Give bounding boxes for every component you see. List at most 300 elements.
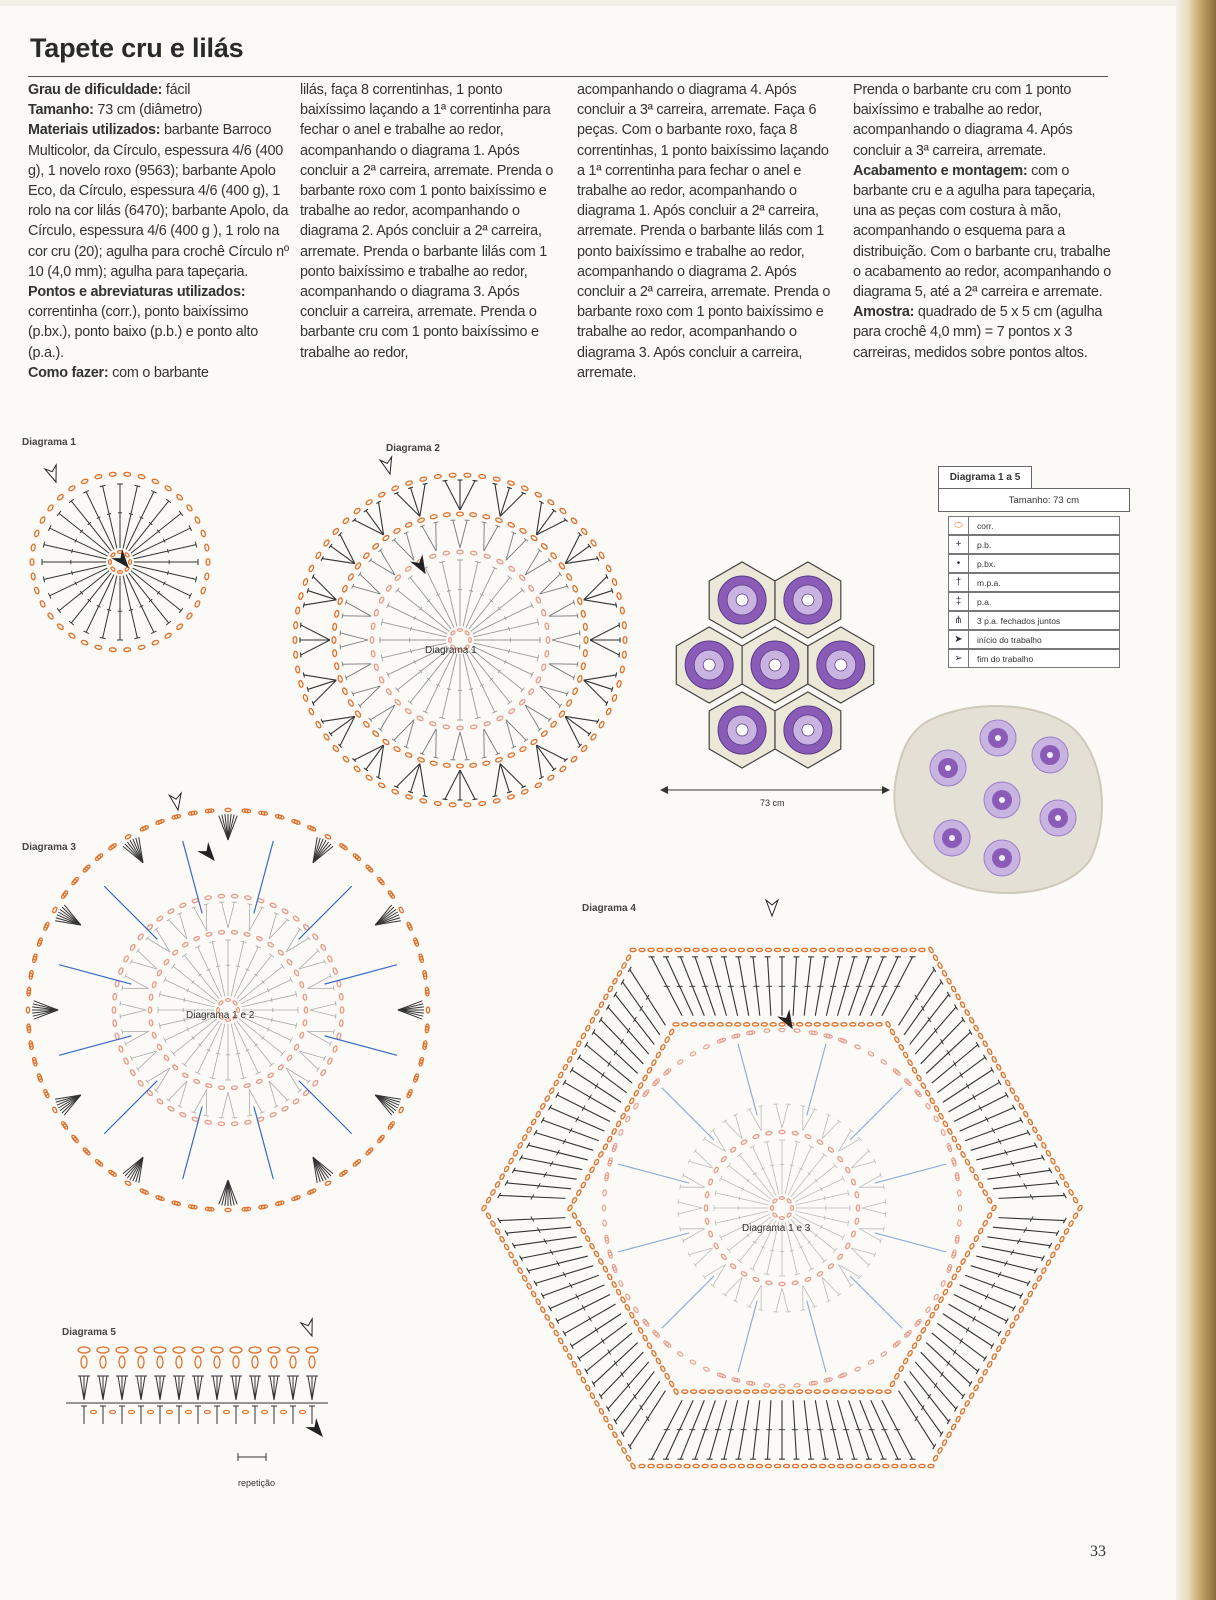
chain-stitch <box>978 1377 984 1384</box>
stitch-post <box>463 654 478 718</box>
chain-stitch <box>657 948 663 951</box>
flower-center <box>736 594 748 606</box>
fan-stitch <box>307 1031 334 1032</box>
chain-stitch <box>621 962 627 969</box>
chain-stitch <box>946 1143 951 1150</box>
chain-stitch <box>391 789 399 795</box>
stitch-post <box>160 994 215 1006</box>
chain-stitch <box>363 552 370 560</box>
stitch-top <box>727 1163 731 1168</box>
stitch-bar <box>739 1216 740 1220</box>
chain-stitch <box>1045 1259 1051 1266</box>
chain-stitch <box>892 948 898 951</box>
chain-stitch <box>607 1424 613 1431</box>
fan-stitch-top <box>307 1080 310 1084</box>
fan-stitch-top <box>703 1275 706 1279</box>
chain-stitch <box>929 1312 935 1319</box>
fan-stitch-top <box>408 487 413 489</box>
chain-stitch <box>946 1266 951 1273</box>
chain-loop <box>78 1347 90 1353</box>
legend-text: p.a. <box>977 596 992 607</box>
chain-stitch <box>584 637 588 644</box>
fan-stitch-top <box>507 487 512 489</box>
chain-loop <box>100 1356 106 1368</box>
fan-stitch <box>683 1229 704 1241</box>
chain-stitch <box>956 1143 962 1150</box>
chain-stitch <box>973 1174 979 1181</box>
chain-stitch <box>774 1464 780 1467</box>
fan-stitch-top <box>759 1309 764 1310</box>
fan-stitch <box>536 745 565 760</box>
chain-stitch <box>969 1392 975 1399</box>
chain-stitch <box>753 1390 759 1393</box>
fan-stitch <box>420 484 425 517</box>
chain-stitch <box>385 585 392 592</box>
chain-stitch <box>91 1410 97 1413</box>
chain-stitch <box>26 1007 29 1013</box>
stitch-post <box>212 942 224 997</box>
chain-stitch <box>965 1250 971 1257</box>
chain-stitch <box>572 585 578 593</box>
chain-stitch <box>206 559 210 566</box>
chain-stitch <box>416 715 423 721</box>
chain-stitch <box>867 1390 873 1393</box>
chain-stitch <box>1023 1298 1029 1305</box>
stitch-post <box>184 1021 219 1065</box>
chain-stitch <box>457 726 463 730</box>
stitch-top <box>521 588 525 593</box>
chain-stitch <box>942 1439 948 1446</box>
edge-post-bar <box>966 1083 969 1088</box>
chain-stitch <box>172 949 179 956</box>
chain-stitch <box>704 1205 707 1211</box>
finish-intro-text: Prenda o barbante cru com 1 ponto baixíssimo e trabalhe ao redor, acompanhando o diagrama 4. Após concluir a 3ª carreira, arremate. <box>853 82 1073 159</box>
text-column-4 <box>853 80 1115 363</box>
stitch-post <box>59 513 109 553</box>
chain-stitch <box>470 725 477 730</box>
chain-stitch <box>482 514 489 519</box>
chain-stitch <box>567 1056 573 1063</box>
stitch-bar <box>447 689 451 690</box>
chain-stitch <box>874 1464 880 1467</box>
chain-stitch <box>677 1059 684 1065</box>
edge-post-bar <box>947 1361 950 1366</box>
chain-loop <box>154 1347 166 1353</box>
chain-stitch <box>942 1120 948 1127</box>
chain-stitch <box>603 1416 609 1423</box>
chain-stitch <box>885 1390 891 1393</box>
finish-label: Acabamento e montagem: <box>853 162 1028 179</box>
chain-stitch <box>194 516 201 524</box>
stitch-bar <box>790 1250 794 1251</box>
chain-stitch <box>788 1390 794 1393</box>
fan-stitch <box>120 1004 146 1010</box>
chain-stitch <box>581 610 586 617</box>
chain-stitch <box>231 1122 238 1126</box>
chain-loop <box>252 1356 258 1368</box>
stitch-bar <box>447 590 451 591</box>
chain-stitch <box>303 994 307 1000</box>
chain-stitch <box>744 1023 750 1026</box>
fan-stitch <box>460 732 467 760</box>
chain-stitch <box>713 1243 719 1250</box>
edge-post-top <box>585 1042 588 1047</box>
flower-center <box>802 724 814 736</box>
diagram-3-center-label: Diagrama 1 e 2 <box>186 1010 255 1021</box>
chain-stitch <box>31 573 36 580</box>
size-label: Tamanho: <box>28 102 94 119</box>
chain-stitch <box>1063 1181 1069 1188</box>
chain-stitch <box>513 1259 519 1266</box>
stitch-post <box>59 571 109 611</box>
chain-stitch <box>332 967 338 974</box>
chain-stitch <box>1009 1087 1015 1094</box>
chain-stitch <box>528 585 535 592</box>
chain-stitch <box>1073 1212 1079 1219</box>
chain-stitch <box>912 1067 918 1074</box>
end-arrow-icon: ➢ <box>949 650 969 667</box>
dimension-arrow <box>660 783 890 797</box>
fan-stitch <box>803 1285 815 1306</box>
cluster-stitch <box>198 1376 202 1400</box>
chain-stitch <box>964 1400 970 1407</box>
chain-stitch <box>204 573 209 580</box>
chain-stitch <box>633 1090 639 1097</box>
chain-stitch <box>323 539 330 547</box>
chain-stitch <box>590 539 597 547</box>
chain-stitch <box>765 948 771 951</box>
chain-stitch <box>342 687 348 695</box>
fan-stitch-top <box>342 662 343 667</box>
chain-stitch <box>955 1237 959 1244</box>
chain-stitch <box>34 587 40 595</box>
chain-stitch <box>598 721 605 729</box>
chain-stitch <box>292 1098 299 1105</box>
chain-stitch <box>420 477 427 482</box>
stitch-top <box>281 1051 285 1056</box>
chain-stitch <box>549 1322 555 1329</box>
chain-stitch <box>1018 1306 1024 1313</box>
chain-stitch <box>81 639 89 645</box>
chain-stitch <box>469 638 472 643</box>
chain-stitch <box>315 551 322 559</box>
chain-stitch <box>747 948 753 951</box>
chain-stitch <box>496 715 503 721</box>
chain-stitch <box>814 1023 820 1026</box>
chain-stitch <box>960 1001 966 1008</box>
chain-stitch <box>138 474 146 479</box>
photo-flower-center <box>1047 752 1053 758</box>
fan-stitch <box>322 559 355 564</box>
photo-flower-center <box>949 835 955 841</box>
chain-stitch <box>576 1220 582 1227</box>
chain-stitch <box>746 1381 753 1385</box>
chain-stitch <box>823 1023 829 1026</box>
chain-stitch <box>1068 1220 1074 1227</box>
stitch-top <box>182 953 187 957</box>
stitch-post <box>103 486 117 548</box>
chain-stitch <box>708 1179 713 1186</box>
hexagon-layout-diagram <box>660 560 890 770</box>
fan-stitch <box>122 988 149 989</box>
chain-stitch <box>1050 1251 1056 1258</box>
fan-stitch <box>156 929 170 952</box>
fan-stitch-top <box>378 728 382 731</box>
chain-stitch <box>256 1079 263 1085</box>
chain-stitch <box>969 1243 975 1250</box>
chain-stitch <box>711 1464 717 1467</box>
chain-stitch <box>398 1107 404 1114</box>
chain-stitch <box>880 1059 887 1065</box>
edge-post-bar <box>614 1050 617 1055</box>
chain-stitch <box>420 798 427 803</box>
chain-stitch <box>531 1291 537 1298</box>
fan-stitch <box>803 1109 815 1130</box>
chain-stitch <box>928 1464 934 1467</box>
fan-stitch-top <box>369 718 372 722</box>
chain-stitch <box>405 752 413 758</box>
chain-stitch <box>859 1023 865 1026</box>
chain-stitch <box>541 543 549 550</box>
chain-stitch <box>663 1340 670 1346</box>
fan-stitch-top <box>492 483 497 484</box>
fan-stitch <box>839 1139 860 1152</box>
chain-stitch <box>874 948 880 951</box>
chain-stitch <box>530 738 538 745</box>
chain-stitch <box>457 550 463 554</box>
chain-stitch <box>793 1464 799 1467</box>
chain-stitch <box>320 1069 327 1076</box>
chain-stitch <box>394 574 401 581</box>
chain-stitch <box>854 1044 861 1050</box>
chain-stitch <box>378 491 386 498</box>
chain-stitch <box>1018 1103 1024 1110</box>
chain-stitch <box>717 1372 724 1377</box>
chain-stitch <box>731 1377 738 1382</box>
chain-stitch <box>526 1283 532 1290</box>
chain-stitch <box>125 1180 132 1186</box>
chain-stitch <box>495 1181 501 1188</box>
chain-stitch <box>535 596 541 603</box>
chain-stitch <box>34 530 40 538</box>
chain-stitch <box>528 688 535 695</box>
stitch-post <box>425 568 454 627</box>
chain-stitch <box>829 948 835 951</box>
fan-stitch <box>584 675 617 680</box>
fan-stitch <box>307 988 334 989</box>
stitch-post <box>234 947 258 997</box>
chain-stitch <box>604 1235 608 1241</box>
chain-stitch <box>630 948 636 951</box>
chain-stitch <box>231 930 237 934</box>
chain-stitch <box>585 1235 591 1242</box>
chain-stitch <box>978 1033 984 1040</box>
chain-stitch <box>186 612 193 620</box>
chain-stitch <box>823 1390 829 1393</box>
fan-stitch <box>839 1265 852 1286</box>
chain-stitch <box>856 948 862 951</box>
cluster-stitch <box>103 1376 107 1400</box>
fan-stitch-top <box>538 549 542 552</box>
chain-stitch <box>337 597 343 605</box>
chain-loop <box>192 1347 204 1353</box>
chain-stitch <box>186 1410 192 1413</box>
chain-stitch <box>151 639 159 645</box>
chain-stitch <box>744 1390 750 1393</box>
cluster-stitch <box>160 1376 164 1400</box>
fan-stitch-top <box>611 687 613 692</box>
chain-stitch <box>57 623 65 630</box>
legend-text: fim do trabalho <box>977 653 1034 664</box>
chain-stitch <box>429 554 436 559</box>
chain-stitch <box>996 1064 1002 1071</box>
chain-stitch <box>374 664 379 671</box>
chain-stitch <box>934 1105 940 1112</box>
chain-stitch <box>308 565 314 573</box>
chain-stitch <box>765 1464 771 1467</box>
chain-stitch <box>508 1251 514 1258</box>
fan-stitch <box>310 1004 336 1010</box>
chain-stitch <box>218 1000 223 1005</box>
chain-stitch <box>298 680 303 688</box>
fan-stitch-top <box>482 522 487 523</box>
chain-stitch <box>457 764 464 768</box>
how-to-label: Como fazer: <box>28 364 109 381</box>
chain-stitch <box>300 1410 306 1413</box>
chain-stitch <box>430 761 437 766</box>
fan-stitch <box>536 502 541 535</box>
chain-stitch <box>942 970 948 977</box>
chain-stitch <box>721 1156 727 1163</box>
cluster-stitch <box>194 1376 198 1400</box>
stitch-bar <box>107 609 111 610</box>
chain-stitch <box>519 574 526 581</box>
finish-text: com o barbante cru e a agulha para tapeçaria, una as peças com costura à mão, acompanhando o esquema para a distribuição. Com o barbante cru, trabalhe o acabamento ao redor, acompanhando o diagrama 5, até a 2ª carreira e arremate. <box>853 162 1111 301</box>
fan-stitch <box>862 1202 886 1208</box>
chain-stitch <box>576 1189 582 1196</box>
chain-stitch <box>405 480 413 486</box>
chain-stitch <box>193 936 200 942</box>
chain-stitch <box>753 1023 759 1026</box>
end-arrow <box>45 465 62 484</box>
chain-stitch <box>705 1218 709 1224</box>
fan-stitch-top <box>492 796 497 797</box>
edge-post-bar <box>608 1061 611 1066</box>
stitch-top <box>171 964 175 969</box>
chain-stitch <box>738 948 744 951</box>
chain-stitch <box>244 932 251 937</box>
chain-stitch <box>845 1243 851 1250</box>
chain-stitch <box>666 948 672 951</box>
fan-stitch-top <box>801 1309 806 1310</box>
fan-stitch-top <box>858 1275 861 1279</box>
chain-stitch <box>690 1051 697 1057</box>
chain-stitch <box>567 1353 573 1360</box>
chain-stitch <box>946 978 952 985</box>
chain-stitch <box>651 1059 657 1066</box>
chain-stitch <box>901 948 907 951</box>
chain-stitch <box>883 1464 889 1467</box>
fan-stitch <box>453 732 460 760</box>
chain-stitch <box>293 637 297 644</box>
stitch-post <box>796 1211 849 1223</box>
chain-stitch <box>957 1220 961 1226</box>
fan-stitch <box>286 938 309 952</box>
stitch-post <box>474 622 538 637</box>
chain-stitch <box>951 1424 957 1431</box>
chain-stitch <box>960 1258 966 1265</box>
page-binding-edge <box>1176 0 1216 1600</box>
chain-stitch <box>580 1228 586 1235</box>
legend-row <box>948 592 1120 611</box>
flower-center <box>835 659 847 671</box>
fan-stitch <box>222 1092 228 1118</box>
chain-stitch <box>602 1143 608 1150</box>
stitch-bar <box>216 1053 220 1054</box>
chain-stitch <box>735 1390 741 1393</box>
fan-stitch <box>839 1130 852 1151</box>
chain-stitch <box>382 535 390 542</box>
chain-stitch <box>464 630 469 635</box>
stitch-post <box>173 966 217 1001</box>
diagram-2-center-label: Diagrama 1 <box>425 645 477 656</box>
chain-stitch <box>708 1023 714 1026</box>
chain-stitch <box>540 1306 546 1313</box>
chain-stitch <box>495 517 503 523</box>
chain-stitch <box>426 1007 429 1013</box>
chain-stitch <box>920 1082 926 1089</box>
chain-stitch <box>519 699 526 706</box>
chain-stitch <box>353 765 361 772</box>
fan-stitch <box>147 1068 170 1082</box>
chain-stitch <box>372 543 380 550</box>
chain-stitch <box>969 1166 975 1173</box>
chain-stitch <box>793 948 799 951</box>
fan-stitch <box>380 705 395 730</box>
chain-stitch <box>113 1020 117 1027</box>
chain-stitch <box>589 1017 595 1024</box>
edge-post-bar <box>595 1083 598 1088</box>
chain-stitch <box>315 721 322 729</box>
chain-stitch <box>647 1067 653 1074</box>
chain-stitch <box>204 544 209 551</box>
chain-stitch <box>1073 1197 1079 1204</box>
chain-stitch <box>797 1023 803 1026</box>
chain-stitch <box>429 721 436 726</box>
chain-stitch <box>570 756 578 763</box>
chain-stitch <box>946 1431 952 1438</box>
chain-stitch <box>484 721 491 726</box>
chain-stitch <box>176 494 184 501</box>
materials-label: Materiais utilizados: <box>28 122 161 139</box>
chain-stitch <box>973 1384 979 1391</box>
stitches-label: Pontos e abreviaturas utilizados: <box>28 284 246 301</box>
chain-stitch <box>792 1281 798 1285</box>
chain-stitch <box>562 1064 568 1071</box>
edge-post-top <box>984 1356 987 1361</box>
chain-stitch <box>385 688 392 695</box>
chain-stitch <box>267 942 274 948</box>
fan-stitch <box>120 1010 146 1016</box>
chain-stitch <box>559 507 567 514</box>
chain-stitch <box>951 1273 957 1280</box>
title-rule <box>28 76 1108 77</box>
chain-stitch <box>118 571 123 574</box>
chain-stitch <box>522 1134 528 1141</box>
stitch-post <box>729 1166 771 1200</box>
chain-stitch <box>182 942 189 948</box>
chain-stitch <box>938 1296 944 1303</box>
